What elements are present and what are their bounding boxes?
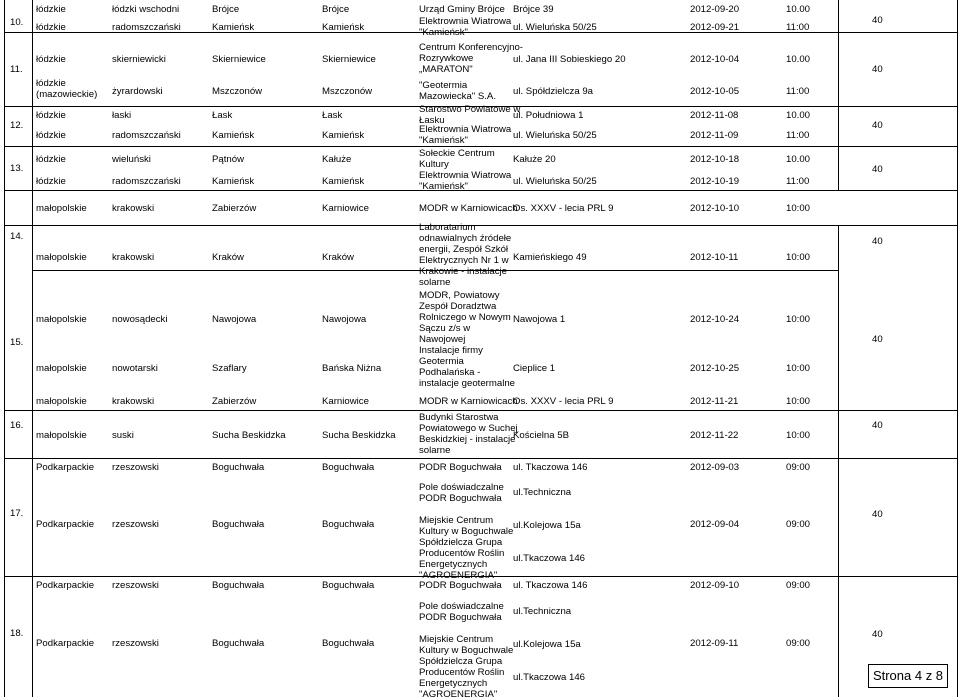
cell-gmina: Mszczonów [212,86,263,97]
cell-data: 2012-09-10 [690,580,740,591]
cell-adres: Kałuże 20 [513,154,556,165]
grid-line [4,458,958,459]
cell-data: 2012-11-08 [690,110,739,121]
cell-gmina: Nawojowa [212,314,257,325]
group-count: 40 [872,15,883,26]
group-number: 17. [10,508,24,519]
cell-woj: małopolskie [36,203,87,214]
cell-gmina: Szaflary [212,363,247,374]
cell-inst: Sołeckie Centrum Kultury [419,148,495,170]
cell-woj: łódzkie [36,54,66,65]
cell-miejsc: Boguchwała [322,580,375,591]
cell-adres: ul. Wieluńska 50/25 [513,130,597,141]
cell-godz: 09:00 [786,580,811,591]
cell-godz: 11:00 [786,176,810,187]
cell-miejsc: Kamieńsk [322,130,365,141]
cell-pow: nowotarski [112,363,158,374]
cell-data: 2012-11-21 [690,396,739,407]
cell-woj: małopolskie [36,363,87,374]
cell-miejsc: Karniowice [322,396,369,407]
cell-inst: Elektrownia Wiatrowa "Kamieńsk" [419,16,512,38]
group-count: 40 [872,120,883,131]
cell-godz: 11:00 [786,130,810,141]
cell-miejsc: Boguchwała [322,462,375,473]
group-number: 13. [10,163,24,174]
cell-gmina: Sucha Beskidzka [212,430,286,441]
cell-miejsc: Kamieńsk [322,176,365,187]
cell-gmina: Pątnów [212,154,244,165]
cell-godz: 10:00 [786,430,811,441]
cell-miejsc: Sucha Beskidzka [322,430,396,441]
group-number: 16. [10,420,24,431]
cell-gmina: Kraków [212,252,244,263]
cell-godz: 10:00 [786,203,811,214]
cell-data: 2012-10-10 [690,203,740,214]
cell-pow: suski [112,430,134,441]
cell-inst: PODR Boguchwała [419,580,502,591]
group-number: 10. [10,17,24,28]
cell-pow: łódzki wschodni [112,4,180,15]
cell-pow: wieluński [112,154,151,165]
cell-inst: MODR w Karniowicach [419,203,518,214]
cell-adres: Kościelna 5B [513,430,569,441]
cell-woj: Podkarpackie [36,580,95,591]
cell-data: 2012-09-20 [690,4,740,15]
cell-gmina: Boguchwała [212,638,265,649]
cell-gmina: Boguchwała [212,462,265,473]
cell-adres: ul. Spółdzielcza 9a [513,86,593,97]
cell-godz: 10:00 [786,363,811,374]
cell-data: 2012-09-03 [690,462,740,473]
cell-pow: rzeszowski [112,580,159,591]
cell-miejsc: Karniowice [322,203,369,214]
cell-inst: Urząd Gminy Brójce [419,4,505,15]
cell-gmina: Brójce [212,4,240,15]
cell-adres: ul. Tkaczowa 146 [513,462,588,473]
cell-inst: PODR Boguchwała [419,462,502,473]
cell-pow: krakowski [112,203,155,214]
cell-data: 2012-10-25 [690,363,740,374]
cell-woj: małopolskie [36,314,87,325]
cell-inst: Starostwo Powiatowe w Łasku [419,104,521,126]
cell-pow: krakowski [112,252,155,263]
cell-godz: 10.00 [786,110,811,121]
cell-inst: Instalacje firmy Geotermia Podhalańska - instalacje geotermalne [419,345,515,389]
cell-miejsc: Boguchwała [322,519,375,530]
cell-godz: 11:00 [786,22,810,33]
cell-pow: radomszczański [112,22,181,33]
cell-miejsc: Brójce [322,4,350,15]
grid-line [957,0,958,697]
cell-pow: radomszczański [112,130,181,141]
cell-data: 2012-10-18 [690,154,740,165]
cell-miejsc: Nawojowa [322,314,367,325]
cell-adres: Brójce 39 [513,4,554,15]
group-number: 11. [10,64,23,75]
cell-woj: małopolskie [36,430,87,441]
group-count: 40 [872,334,883,345]
cell-adres: ul. Wieluńska 50/25 [513,176,597,187]
cell-gmina: Kamieńsk [212,22,255,33]
cell-gmina: Zabierzów [212,396,257,407]
cell-pow: żyrardowski [112,86,163,97]
group-number: 12. [10,120,24,131]
cell-godz: 10:00 [786,314,811,325]
group-count: 40 [872,420,883,431]
page-number: Strona 4 z 8 [868,664,948,688]
grid-line [838,0,839,190]
group-number: 18. [10,628,24,639]
cell-adres: ul. Wieluńska 50/25 [513,22,597,33]
cell-woj: małopolskie [36,396,87,407]
cell-data: 2012-09-11 [690,638,739,649]
cell-gmina: Łask [212,110,233,121]
cell-adres: Cieplice 1 [513,363,556,374]
grid-line [4,0,5,697]
cell-miejsc: Łask [322,110,343,121]
cell-pow: skierniewicki [112,54,166,65]
cell-godz: 09:00 [786,462,811,473]
cell-miejsc: Mszczonów [322,86,373,97]
cell-woj: łódzkie [36,22,66,33]
cell-gmina: Boguchwała [212,519,265,530]
cell-miejsc: Skierniewice [322,54,376,65]
cell-godz: 09:00 [786,638,811,649]
cell-inst: Centrum Konferencyjno- Rozrywkowe „MARATON" [419,42,523,75]
cell-gmina: Kamieńsk [212,176,255,187]
cell-adres: Os. XXXV - lecia PRL 9 [513,396,614,407]
cell-woj: Podkarpackie [36,462,95,473]
group-count: 40 [872,64,883,75]
cell-inst: Pole doświadczalne PODR Boguchwała Miejskie Centrum Kultury w Boguchwale Spółdzielcza Grupa Producentów Roślin Energetycznych "AGROENERGIA" [419,601,514,700]
cell-woj: łódzkie [36,176,66,187]
cell-data: 2012-11-09 [690,130,739,141]
cell-miejsc: Kraków [322,252,354,263]
group-count: 40 [872,629,883,640]
cell-woj: łódzkie (mazowieckie) [36,78,98,100]
cell-data: 2012-10-11 [690,252,739,263]
grid-line [4,410,958,411]
cell-gmina: Boguchwała [212,580,265,591]
cell-inst: Elektrownia Wiatrowa "Kamieńsk" [419,124,512,146]
cell-adres: ul. Południowa 1 [513,110,584,121]
cell-gmina: Kamieńsk [212,130,255,141]
cell-woj: Podkarpackie [36,519,95,530]
group-number: 14. [10,231,24,242]
cell-inst: Laboratarium odnawialnych źródełe energii, Zespół Szkół Elektrycznych Nr 1 w Krakowie - instalacje solarne [419,222,512,288]
cell-pow: rzeszowski [112,462,159,473]
cell-miejsc: Kałuże [322,154,352,165]
cell-miejsc: Kamieńsk [322,22,365,33]
cell-inst: MODR w Karniowicach [419,396,518,407]
cell-data: 2012-10-19 [690,176,740,187]
cell-adres: ul. Tkaczowa 146 [513,580,588,591]
cell-adres: ul.Techniczna ul.Kolejowa 15a ul.Tkaczowa 146 [513,606,585,683]
group-number: 15. [10,337,24,348]
cell-godz: 10:00 [786,396,811,407]
cell-pow: rzeszowski [112,519,159,530]
grid-line [4,146,958,147]
cell-pow: nowosądecki [112,314,168,325]
group-count: 40 [872,509,883,520]
cell-adres: ul.Techniczna ul.Kolejowa 15a ul.Tkaczowa 146 [513,487,585,564]
cell-adres: Kamieńskiego 49 [513,252,587,263]
cell-inst: Budynki Starostwa Powiatowego w Suchej Beskidzkiej - instalacje solarne [419,412,518,456]
cell-godz: 10.00 [786,154,811,165]
cell-woj: Podkarpackie [36,638,95,649]
cell-data: 2012-11-22 [690,430,739,441]
cell-adres: ul. Jana III Sobieskiego 20 [513,54,626,65]
cell-woj: łódzkie [36,154,66,165]
cell-inst: Pole doświadczalne PODR Boguchwała Miejskie Centrum Kultury w Boguchwale Spółdzielcza Grupa Producentów Roślin Energetycznych "AGROENERGIA" [419,482,514,581]
cell-pow: łaski [112,110,132,121]
cell-godz: 11:00 [786,86,810,97]
cell-inst: MODR, Powiatowy Zespół Doradztwa Rolniczego w Nowym Sączu z/s w Nawojowej [419,290,511,345]
cell-data: 2012-10-24 [690,314,740,325]
cell-godz: 10.00 [786,4,811,15]
cell-gmina: Zabierzów [212,203,257,214]
cell-godz: 09:00 [786,519,811,530]
cell-miejsc: Bańska Niżna [322,363,382,374]
grid-line [838,225,839,697]
group-count: 40 [872,164,883,175]
cell-woj: małopolskie [36,252,87,263]
cell-godz: 10.00 [786,54,811,65]
cell-data: 2012-10-04 [690,54,740,65]
cell-gmina: Skierniewice [212,54,266,65]
cell-inst: "Geotermia Mazowiecka" S.A. [419,80,496,102]
grid-line [32,0,33,697]
cell-miejsc: Boguchwała [322,638,375,649]
cell-data: 2012-10-05 [690,86,740,97]
cell-woj: łódzkie [36,110,66,121]
cell-data: 2012-09-04 [690,519,740,530]
group-count: 40 [872,236,883,247]
cell-data: 2012-09-21 [690,22,740,33]
cell-pow: radomszczański [112,176,181,187]
cell-godz: 10:00 [786,252,811,263]
cell-inst: Elektrownia Wiatrowa "Kamieńsk" [419,170,512,192]
cell-adres: Nawojowa 1 [513,314,566,325]
cell-pow: rzeszowski [112,638,159,649]
cell-woj: łódzkie [36,130,66,141]
cell-pow: krakowski [112,396,155,407]
cell-woj: łódzkie [36,4,66,15]
cell-adres: Os. XXXV - lecia PRL 9 [513,203,614,214]
